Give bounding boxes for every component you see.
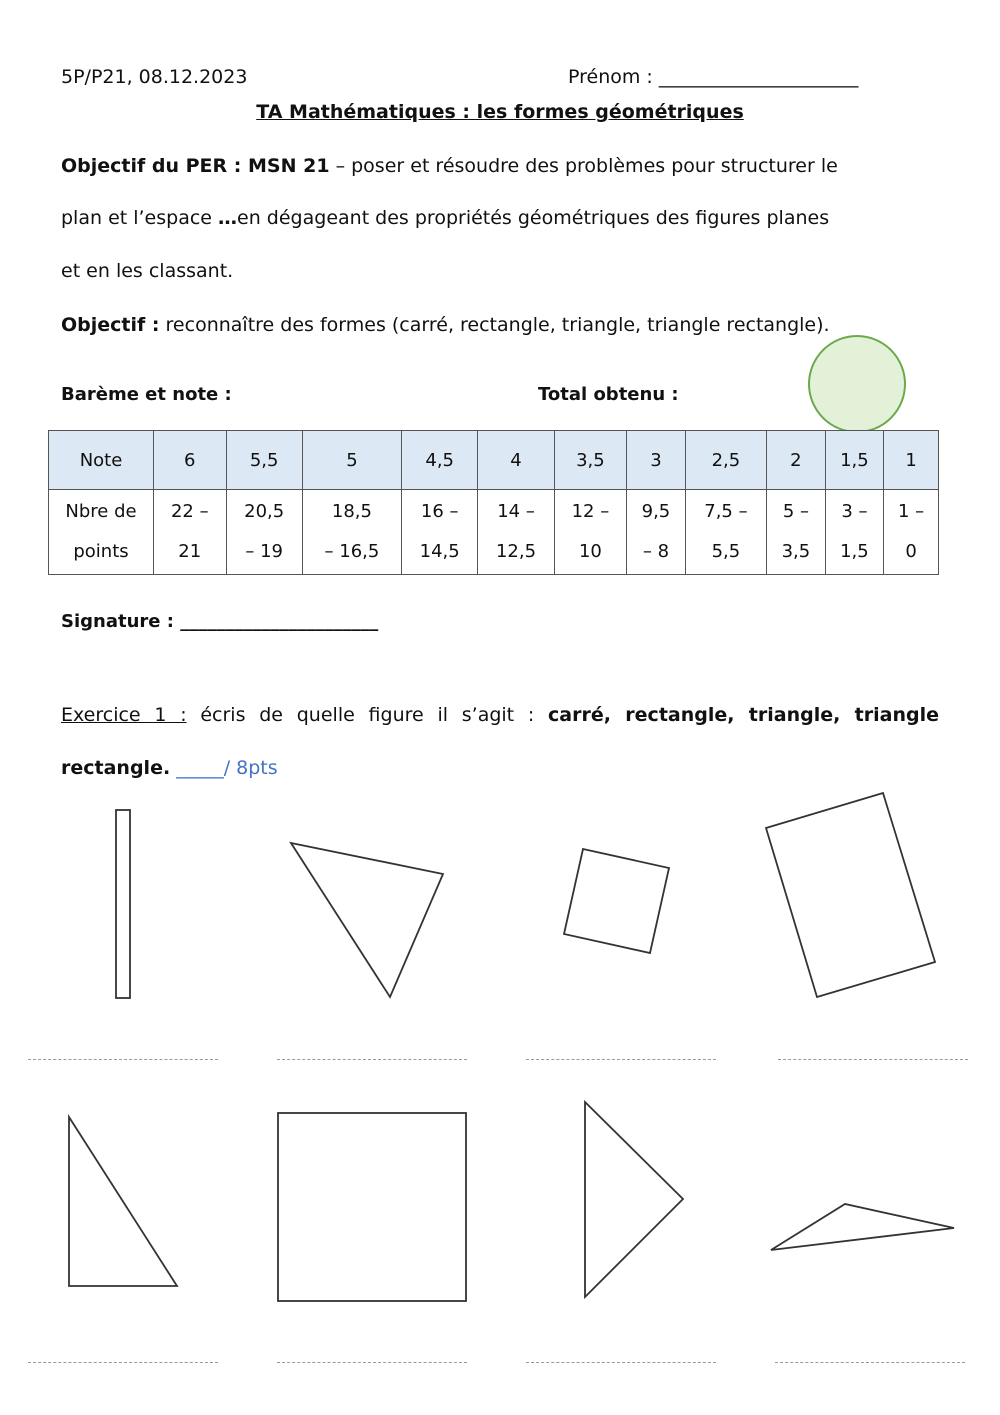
points-cell-bottom: 1,5 xyxy=(840,541,869,562)
answer-line-8[interactable] xyxy=(775,1362,965,1363)
total-label: Total obtenu : xyxy=(538,384,679,405)
exercise1-score: _____/ 8pts xyxy=(170,757,278,779)
answer-line-5[interactable] xyxy=(28,1362,218,1363)
points-cell-top: 14 – xyxy=(497,501,535,522)
exercise1-choices: carré, rectangle, triangle, triangle xyxy=(548,704,939,726)
points-cell-bottom: 3,5 xyxy=(781,541,811,562)
class-date: 5P/P21, 08.12.2023 xyxy=(61,66,248,88)
note-cell: 4 xyxy=(478,431,554,490)
points-cell-bottom: – 16,5 xyxy=(324,541,380,562)
points-cell-top: 5 – xyxy=(782,501,809,522)
name-blank: _____________________ xyxy=(658,66,859,88)
points-cell-bottom: 12,5 xyxy=(495,541,537,562)
points-cell-top: 16 – xyxy=(420,501,459,522)
answer-line-3[interactable] xyxy=(526,1059,716,1060)
square-icon xyxy=(278,1113,466,1301)
answer-line-1[interactable] xyxy=(28,1059,218,1060)
points-cell-bottom: – 19 xyxy=(245,541,283,562)
exercise1-label: Exercice 1 : xyxy=(61,704,187,726)
note-cell: 5,5 xyxy=(226,431,302,490)
objective-per-label: Objectif du PER : MSN 21 xyxy=(61,155,330,177)
points-cell-bottom: 0 xyxy=(905,541,917,562)
points-cell-top: 12 – xyxy=(571,501,610,522)
note-cell: 4,5 xyxy=(402,431,478,490)
page-title: TA Mathématiques : les formes géométriques xyxy=(256,101,744,123)
objective-per-text-1: – poser et résoudre des problèmes pour structurer le xyxy=(329,155,838,177)
note-cell: 2,5 xyxy=(685,431,766,490)
tilted-square-icon xyxy=(564,849,669,953)
points-row-label-1: Nbre de xyxy=(65,501,137,522)
note-cell: 1 xyxy=(884,431,939,490)
name-label: Prénom : xyxy=(568,66,659,88)
objective-label: Objectif : xyxy=(61,314,160,336)
points-cell-top: 22 – xyxy=(170,501,209,522)
answer-line-7[interactable] xyxy=(526,1362,716,1363)
objective-per-ellipsis: … xyxy=(218,207,238,229)
points-cell-top: 7,5 – xyxy=(704,501,748,522)
points-cell-bottom: 10 xyxy=(578,541,602,562)
objective-per-text-2b: en dégageant des propriétés géométriques des figures planes xyxy=(237,207,830,229)
note-cell: 3,5 xyxy=(554,431,627,490)
points-cell-bottom: 21 xyxy=(178,541,202,562)
right-triangle-icon xyxy=(69,1117,177,1286)
objective-per-text-3: et en les classant. xyxy=(61,260,234,282)
note-cell: 5 xyxy=(302,431,401,490)
points-row-label-2: points xyxy=(73,541,129,562)
points-cell-top: 18,5 xyxy=(331,501,372,522)
triangle-icon xyxy=(585,1102,683,1297)
points-cell-top: 3 – xyxy=(841,501,868,522)
points-cell-top: 9,5 xyxy=(641,501,671,522)
triangle-icon xyxy=(291,843,443,997)
points-cell-bottom: 5,5 xyxy=(711,541,741,562)
note-cell: 6 xyxy=(154,431,227,490)
exercise1-instruction: écris de quelle figure il s’agit : xyxy=(186,704,549,726)
note-cell: 1,5 xyxy=(825,431,884,490)
answer-line-4[interactable] xyxy=(778,1059,968,1060)
exercise1-choices-end: rectangle. xyxy=(61,757,171,779)
note-row-label: Note xyxy=(49,431,154,490)
signature-blank: ______________________ xyxy=(180,611,379,632)
note-cell: 2 xyxy=(767,431,826,490)
objective-text: reconnaître des formes (carré, rectangle, triangle, triangle rectangle). xyxy=(159,314,830,336)
answer-line-6[interactable] xyxy=(277,1362,467,1363)
note-cell: 3 xyxy=(627,431,686,490)
tilted-rectangle-icon xyxy=(766,793,935,997)
points-cell-bottom: 14,5 xyxy=(419,541,460,562)
points-cell-bottom: – 8 xyxy=(642,541,670,562)
thin-rectangle-icon xyxy=(116,810,130,998)
signature-label: Signature : xyxy=(61,611,181,632)
objective-per-text-2a: plan et l’espace xyxy=(61,207,219,229)
answer-line-2[interactable] xyxy=(277,1059,467,1060)
obtuse-triangle-icon xyxy=(771,1204,954,1250)
points-cell-top: 1 – xyxy=(898,501,925,522)
points-cell-top: 20,5 xyxy=(244,501,285,522)
grading-label: Barème et note : xyxy=(61,384,232,405)
